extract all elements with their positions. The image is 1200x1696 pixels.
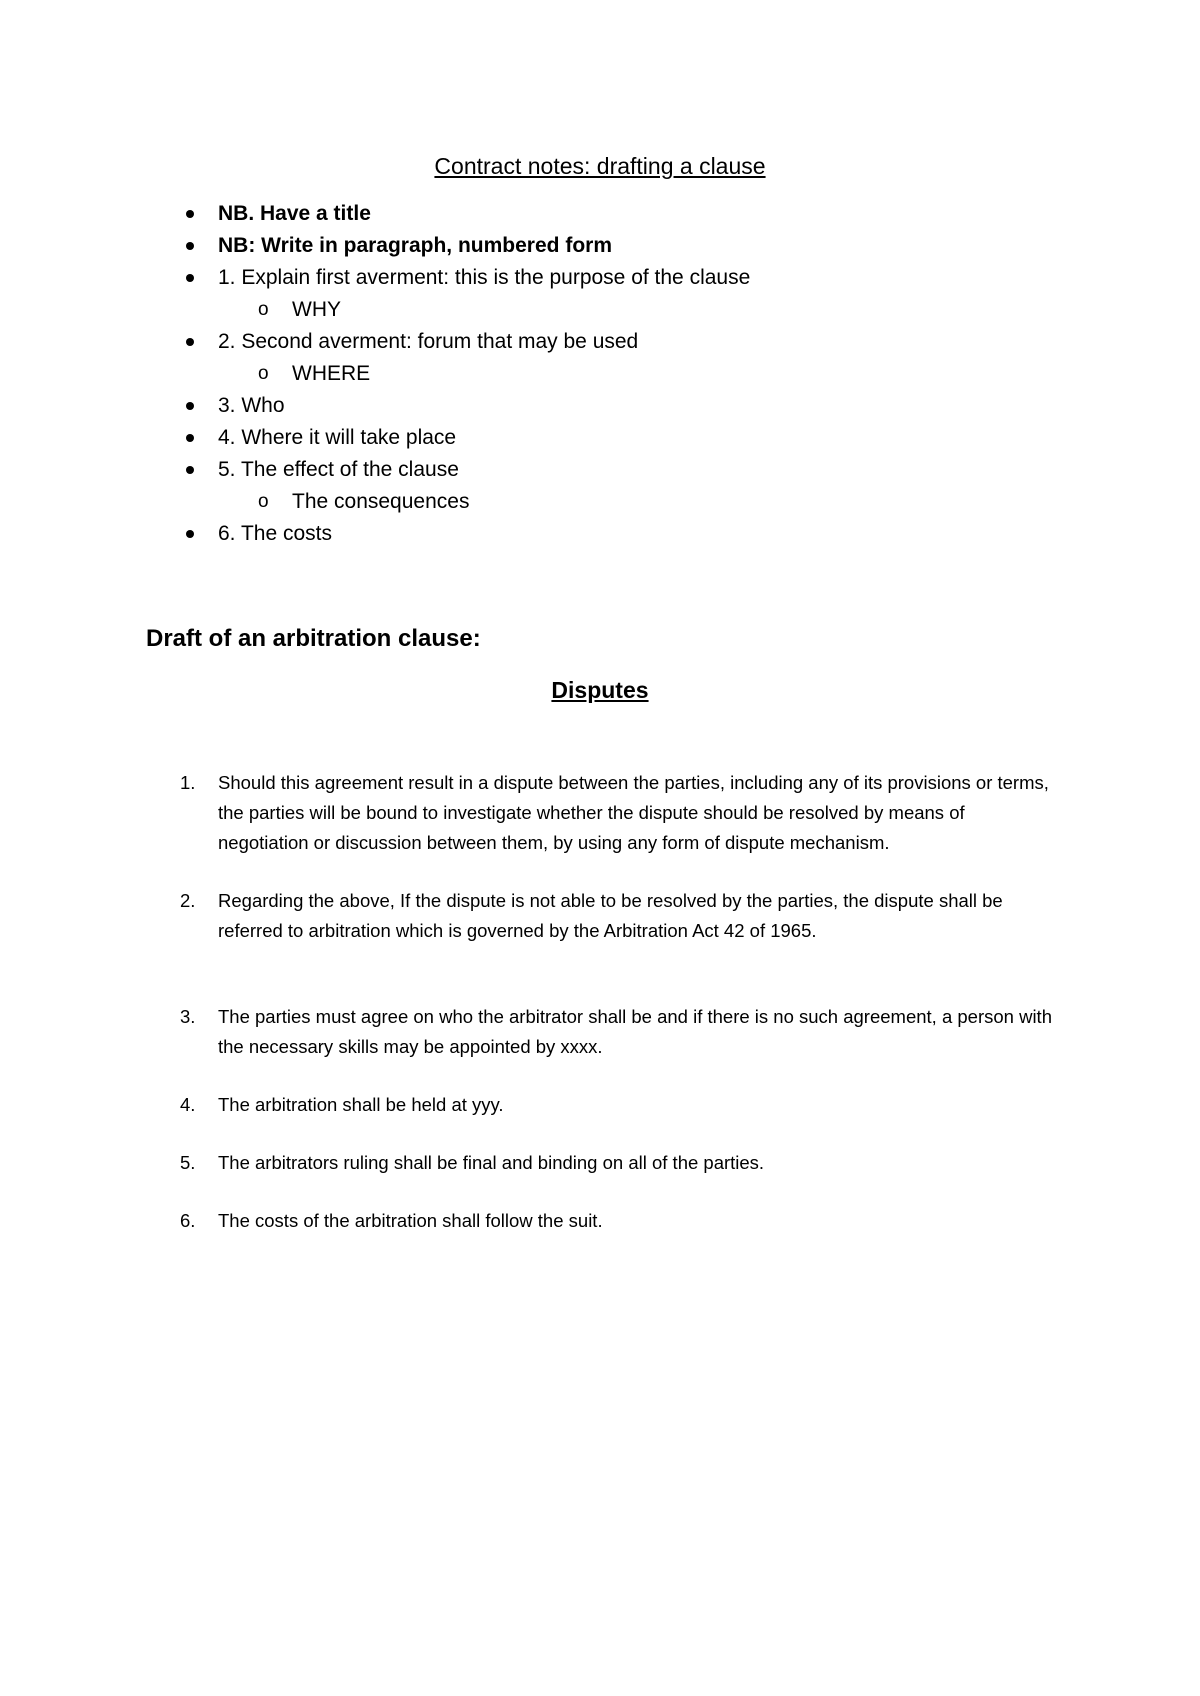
disputes-heading: Disputes xyxy=(551,677,649,703)
clause-number: 1. xyxy=(180,772,196,793)
clause-item xyxy=(180,1002,1060,1062)
sub-list-item: o WHERE xyxy=(180,358,750,390)
list-item: NB. Have a title xyxy=(180,198,750,230)
sub-list-item: o The consequences xyxy=(180,486,750,518)
clause-text: Regarding the above, If the dispute is not able to be resolved by the parties, the dispute shall be referred to arbitration which is governed by the Arbitration Act 42 of 1965. xyxy=(218,890,1003,941)
notes-list xyxy=(180,198,750,550)
clause-text: The costs of the arbitration shall follow the suit. xyxy=(218,1210,603,1231)
list-item: 3. Who xyxy=(180,390,750,422)
list-item: 5. The effect of the clause xyxy=(180,454,750,486)
list-item: 6. The costs xyxy=(180,518,750,550)
clauses-list xyxy=(180,768,1060,1236)
clause-number: 5. xyxy=(180,1152,196,1173)
clause-item xyxy=(180,1206,1060,1236)
clause-number: 4. xyxy=(180,1094,196,1115)
clause-text: The parties must agree on who the arbitrator shall be and if there is no such agreement, a person with the necessary skills may be appointed by xxxx. xyxy=(218,1006,1052,1057)
clause-item xyxy=(180,1090,1060,1120)
draft-heading: Draft of an arbitration clause: xyxy=(146,625,481,652)
clause-item xyxy=(180,886,1060,946)
list-item: NB: Write in paragraph, numbered form xyxy=(180,230,750,262)
sub-list-item: o WHY xyxy=(180,294,750,326)
clause-number: 3. xyxy=(180,1006,196,1027)
document-title: Contract notes: drafting a clause xyxy=(434,153,766,179)
clause-text: Should this agreement result in a dispute between the parties, including any of its provisions or terms, the parties will be bound to investigate whether the dispute should be resolved by means of negotiation or discussion between them, by using any form of dispute mechanism. xyxy=(218,772,1049,853)
clause-number: 2. xyxy=(180,890,196,911)
list-item: 2. Second averment: forum that may be used xyxy=(180,326,750,358)
list-item: 1. Explain first averment: this is the purpose of the clause xyxy=(180,262,750,294)
clause-item xyxy=(180,768,1060,858)
clause-item xyxy=(180,1148,1060,1178)
list-item: 4. Where it will take place xyxy=(180,422,750,454)
clause-text: The arbitration shall be held at yyy. xyxy=(218,1094,504,1115)
clause-number: 6. xyxy=(180,1210,196,1231)
clause-text: The arbitrators ruling shall be final and binding on all of the parties. xyxy=(218,1152,765,1173)
